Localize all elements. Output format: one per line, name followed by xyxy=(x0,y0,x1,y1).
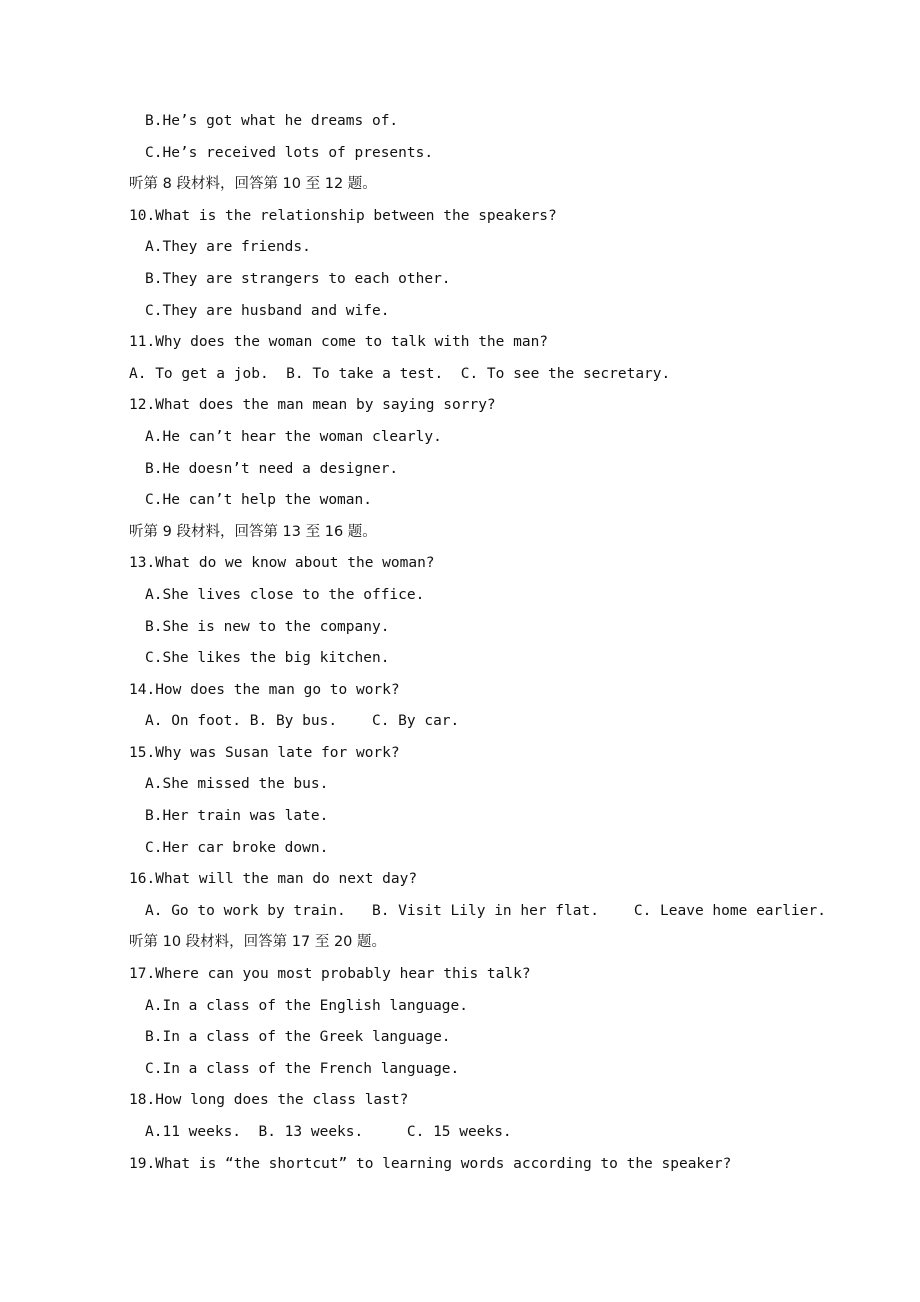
text-line: C.He’s received lots of presents. xyxy=(145,144,434,161)
text-line: 16.What will the man do next day? xyxy=(129,871,418,888)
document-body xyxy=(129,106,829,1180)
text-line: 19.What is “the shortcut” to learning words according to the speaker? xyxy=(129,1155,732,1172)
text-line: B.Her train was late. xyxy=(145,808,329,825)
text-line: A. To get a job. B. To take a test. C. To see the secretary. xyxy=(129,365,671,382)
text-line: A.She lives close to the office. xyxy=(145,586,425,603)
section-heading: 听第 9 段材料，回答第 13 至 16 题。 xyxy=(129,523,377,540)
text-line: 10.What is the relationship between the speakers? xyxy=(129,207,557,224)
text-line: 15.Why was Susan late for work? xyxy=(129,744,400,761)
text-line: B.He’s got what he dreams of. xyxy=(145,113,399,129)
text-line: 18.How long does the class last? xyxy=(129,1092,409,1109)
text-line: C.He can’t help the woman. xyxy=(145,492,372,509)
text-line: A. On foot. B. By bus. C. By car. xyxy=(145,713,460,730)
section-heading: 听第 10 段材料，回答第 17 至 20 题。 xyxy=(129,934,387,951)
text-line: B.He doesn’t need a designer. xyxy=(145,460,399,477)
text-line: 17.Where can you most probably hear this talk? xyxy=(129,966,531,983)
text-line: A.11 weeks. B. 13 weeks. C. 15 weeks. xyxy=(145,1124,512,1140)
text-line: B.She is new to the company. xyxy=(145,618,390,635)
text-line: C.She likes the big kitchen. xyxy=(145,650,390,667)
text-line: B.They are strangers to each other. xyxy=(145,270,451,287)
text-line: A.In a class of the English language. xyxy=(145,997,469,1014)
text-line: C.They are husband and wife. xyxy=(145,302,390,319)
text-line: 12.What does the man mean by saying sorry? xyxy=(129,397,496,414)
text-line: 13.What do we know about the woman? xyxy=(129,555,435,572)
text-line: 14.How does the man go to work? xyxy=(129,681,400,698)
text-line: 11.Why does the woman come to talk with the man? xyxy=(129,334,549,351)
text-line: C.In a class of the French language. xyxy=(145,1060,460,1077)
text-line: A.He can’t hear the woman clearly. xyxy=(145,428,442,445)
text-line: B.In a class of the Greek language. xyxy=(145,1029,451,1046)
text-line: C.Her car broke down. xyxy=(145,839,329,856)
text-line: A.She missed the bus. xyxy=(145,776,329,793)
text-line: A.They are friends. xyxy=(145,239,311,256)
section-heading: 听第 8 段材料，回答第 10 至 12 题。 xyxy=(129,176,377,193)
text-line: A. Go to work by train. B. Visit Lily in her flat. C. Leave home earlier. xyxy=(145,902,826,919)
